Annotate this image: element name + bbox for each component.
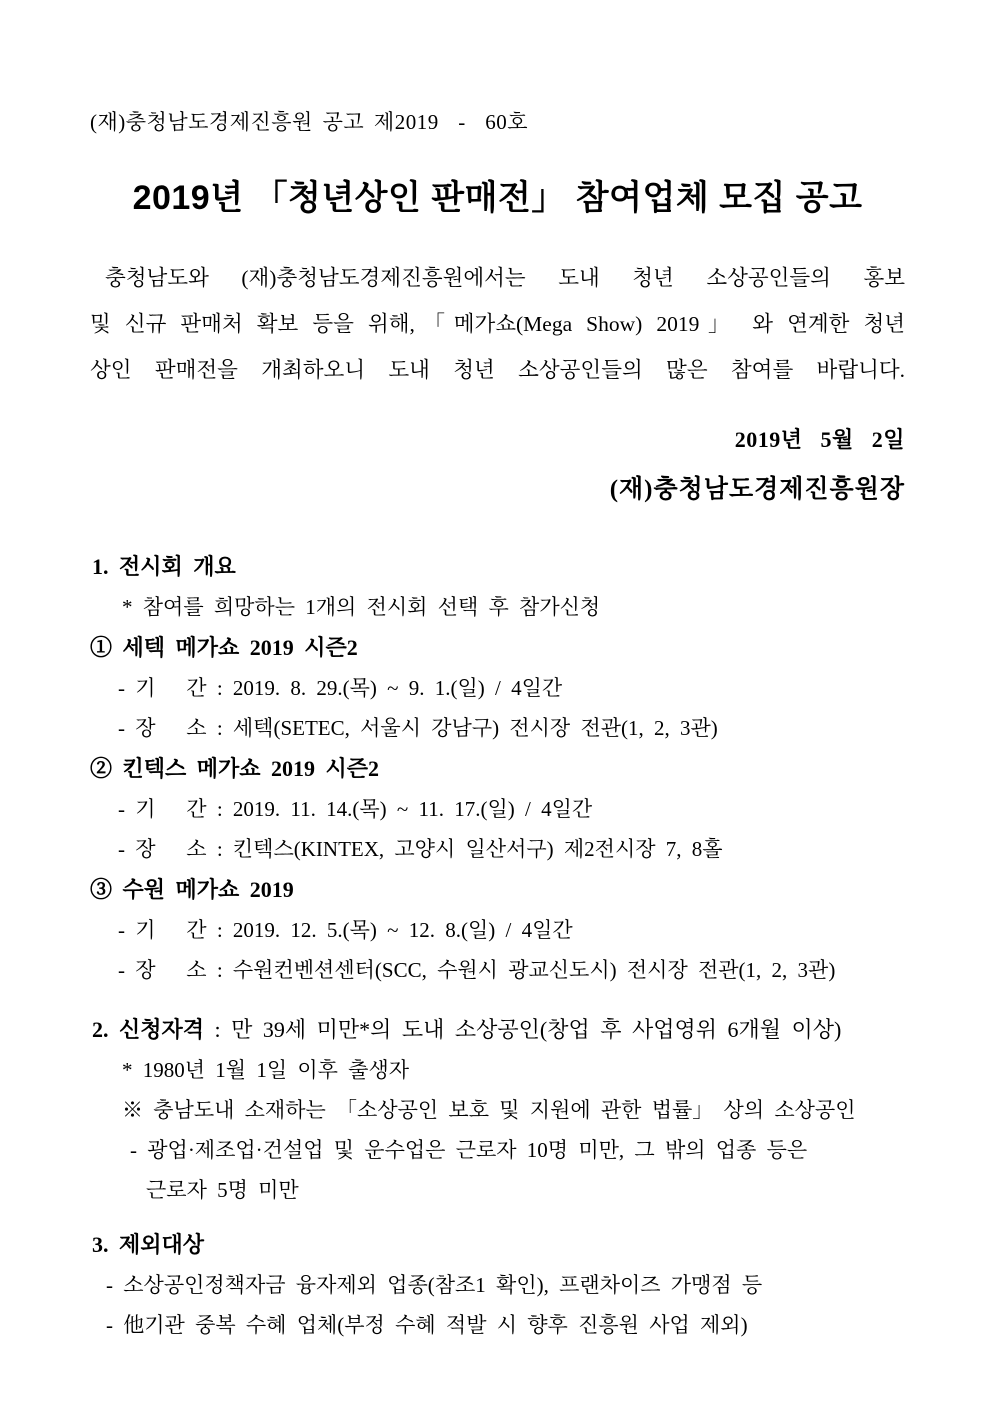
- section2-heading: [92, 1010, 905, 1050]
- birth-note: * 1980년 1월 1일 이후 출생자: [122, 1058, 410, 1082]
- exclusion-item: - 他기관 중복 수혜 업체(부정 수혜 적발 시 향후 진흥원 사업 제외): [106, 1313, 748, 1337]
- intro-line: 충청남도와 (재)충청남도경제진흥원에서는 도내 청년 소상공인들의 홍보: [105, 266, 905, 290]
- expo-name: ② 킨텍스 메가쇼 2019 시즌2: [90, 756, 380, 781]
- expo-venue: - 장 소 : 킨텍스(KINTEX, 고양시 일산서구) 제2전시장 7, 8홀: [118, 837, 723, 861]
- expo-item-kintex: [90, 748, 905, 869]
- expo-period: - 기 간 : 2019. 8. 29.(목) ~ 9. 1.(일) / 4일간: [118, 676, 563, 700]
- issuer-name: (재)충청남도경제진흥원장: [609, 476, 905, 503]
- section-exhibition-overview: [90, 547, 905, 990]
- section-eligibility: [90, 1010, 905, 1210]
- law-note: ※ 충남도내 소재하는 「소상공인 보호 및 지원에 관한 법률」 상의 소상공인: [122, 1098, 856, 1122]
- expo-period: - 기 간 : 2019. 11. 14.(목) ~ 11. 17.(일) / 4일간: [118, 797, 593, 821]
- section3-heading: 3. 제외대상: [92, 1232, 205, 1257]
- intro-paragraph: [90, 255, 905, 393]
- expo-name: ① 세텍 메가쇼 2019 시즌2: [90, 635, 358, 660]
- section1-note: * 참여를 희망하는 1개의 전시회 선택 후 참가신청: [122, 595, 601, 619]
- section2-heading-rest: : 만 39세 미만*의 도내 소상공인(창업 후 사업영위 6개월 이상): [204, 1017, 842, 1042]
- section1-heading: 1. 전시회 개요: [92, 554, 236, 579]
- issue-date: 2019년 5월 2일: [734, 427, 905, 452]
- expo-venue: - 장 소 : 수원컨벤션센터(SCC, 수원시 광교신도시) 전시장 전관(1, 2, 3관): [118, 958, 836, 982]
- section-exclusions: [90, 1225, 905, 1345]
- expo-item-setec: [90, 627, 905, 748]
- intro-line: 상인 판매전을 개최하오니 도내 청년 소상공인들의 많은 참여를 바랍니다.: [90, 358, 905, 382]
- expo-venue: - 장 소 : 세텍(SETEC, 서울시 강남구) 전시장 전관(1, 2, 3관): [118, 716, 718, 740]
- intro-line: 및 신규 판매처 확보 등을 위해,「메가쇼(Mega Show) 2019」 와 연계한 청년: [90, 312, 905, 336]
- worker-limit-note: 근로자 5명 미만: [146, 1178, 299, 1202]
- expo-name: ③ 수원 메가쇼 2019: [90, 877, 294, 902]
- exclusion-item: - 소상공인정책자금 융자제외 업종(참조1 확인), 프랜차이즈 가맹점 등: [106, 1273, 763, 1297]
- worker-limit-note: - 광업·제조업·건설업 및 운수업은 근로자 10명 미만, 그 밖의 업종 등은: [130, 1138, 808, 1162]
- expo-item-suwon: [90, 869, 905, 990]
- page-title: 2019년 「청년상인 판매전」 참여업체 모집 공고: [132, 179, 863, 217]
- signature-block: [90, 423, 905, 505]
- section2-heading-bold: 2. 신청자격: [92, 1017, 205, 1042]
- expo-period: - 기 간 : 2019. 12. 5.(목) ~ 12. 8.(일) / 4일간: [118, 918, 573, 942]
- doc-number: (재)충청남도경제진흥원 공고 제2019 - 60호: [90, 110, 528, 134]
